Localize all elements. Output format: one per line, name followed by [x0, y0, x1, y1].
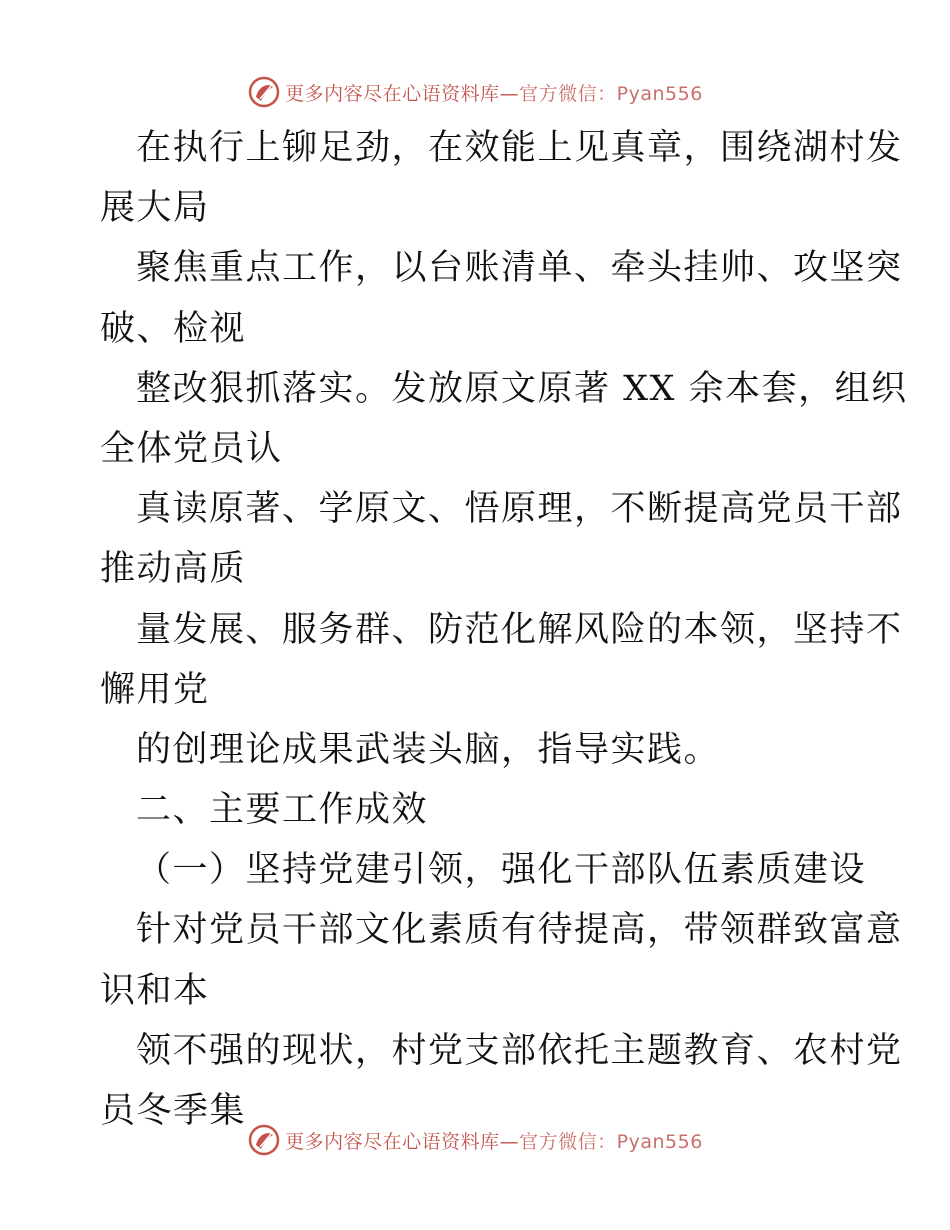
text-line: 量发展、服务群、防范化解风险的本领，坚持不	[136, 609, 903, 650]
banner-separator: —	[499, 82, 520, 105]
document-body	[100, 118, 908, 1141]
text-line: 领不强的现状，村党支部依托主题教育、农村党	[136, 1030, 903, 1071]
banner-separator: —	[499, 1130, 520, 1153]
text-line: 破、检视	[100, 308, 247, 349]
header-watermark-banner	[0, 72, 950, 112]
brand-logo-icon	[247, 1123, 281, 1157]
banner-wechat: 官方微信：Pyan556	[519, 82, 703, 105]
text-line: 展大局	[100, 188, 210, 229]
footer-watermark-banner	[0, 1120, 950, 1160]
text-line: 推动高质	[100, 549, 247, 590]
text-line: 针对党员干部文化素质有待提高，带领群致富意	[136, 910, 903, 951]
text-line: 识和本	[100, 970, 210, 1011]
text-line: 整改狠抓落实。发放原文原著 XX 余本套，组织	[136, 368, 908, 409]
text-line: 二、主要工作成效	[136, 790, 429, 831]
brand-logo-icon	[247, 75, 281, 109]
text-line: 的创理论成果武装头脑，指导实践。	[136, 729, 721, 770]
text-line: 在执行上铆足劲，在效能上见真章，围绕湖村发	[136, 128, 903, 168]
banner-wechat: 官方微信：Pyan556	[519, 1130, 703, 1153]
text-line: 员冬季集	[100, 1091, 247, 1131]
text-line: （一）坚持党建引领，强化干部队伍素质建设	[136, 850, 867, 891]
banner-title: 更多内容尽在心语资料库	[285, 82, 500, 105]
text-line: 聚焦重点工作，以台账清单、牵头挂帅、攻坚突	[136, 248, 903, 289]
banner-title: 更多内容尽在心语资料库	[285, 1130, 500, 1153]
banner-text	[285, 79, 703, 106]
banner-text	[285, 1127, 703, 1154]
text-line: 懈用党	[100, 669, 210, 710]
text-line: 全体党员认	[100, 428, 283, 469]
text-line: 真读原著、学原文、悟原理，不断提高党员干部	[136, 489, 903, 530]
